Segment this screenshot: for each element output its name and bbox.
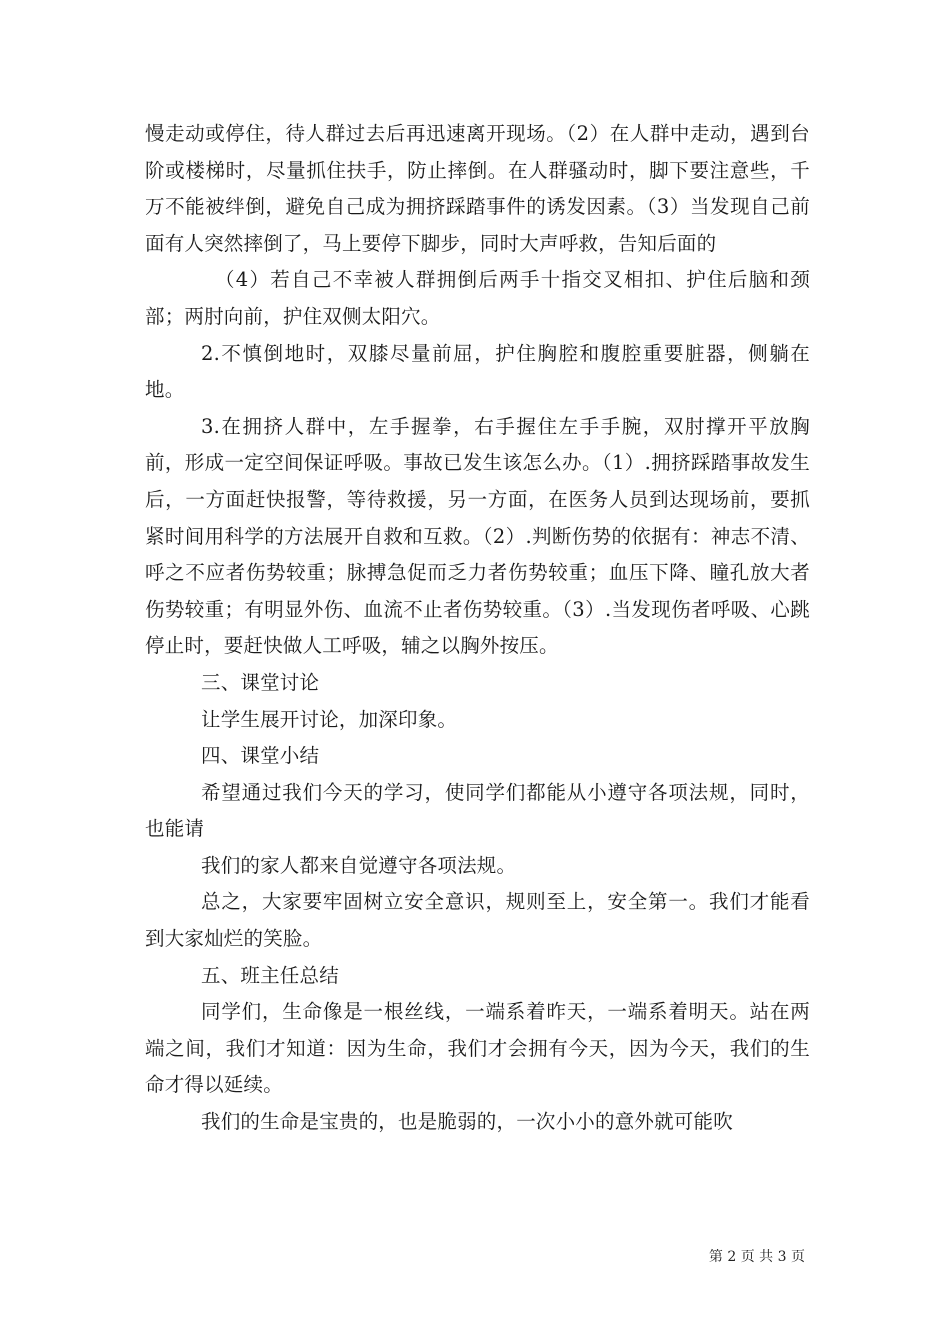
paragraph-breathing-space: 3.在拥挤人群中，左手握拳，右手握住左手手腕，双肘撑开平放胸前，形成一定空间保证呼吸。事故已发生该怎么办。（1）.拥挤踩踏事故发生后，一方面赶快报警，等待救援，另一方面，在医务人员到达现场前，要抓紧时间用科学的方法展开自救和互救。（2）.判断伤势的依据有：神志不清、呼之不应者伤势较重；脉搏急促而乏力者伤势较重；血压下降、瞳孔放大者伤势较重；有明显外伤、血流不止者伤势较重。（3）.当发现伤者呼吸、心跳停止时，要赶快做人工呼吸，辅之以胸外按压。 <box>145 414 810 658</box>
section-heading-teacher-summary: 五、班主任总结 <box>201 963 339 987</box>
section-heading-summary: 四、课堂小结 <box>201 744 320 768</box>
paragraph-life-thread: 同学们，生命像是一根丝线，一端系着昨天，一端系着明天。站在两端之间，我们才知道：因为生命，我们才会拥有今天，因为今天，我们的生命才得以延续。 <box>145 1000 810 1097</box>
paragraph-fall-position: 2.不慎倒地时，双膝尽量前屈，护住胸腔和腹腔重要脏器，侧躺在地。 <box>145 341 810 402</box>
paragraph-family: 我们的家人都来自觉遵守各项法规。 <box>201 853 517 877</box>
paragraph-crowd-walking: 慢走动或停住，待人群过去后再迅速离开现场。（2）在人群中走动，遇到台阶或楼梯时，尽量抓住扶手，防止摔倒。在人群骚动时，脚下要注意些，千万不能被绊倒，避免自己成为拥挤踩踏事件的诱发因素。（3）当发现自己前面有人突然摔倒了，马上要停下脚步，同时大声呼救，告知后面的 <box>145 122 810 255</box>
page-number: 第 2 页 共 3 页 <box>708 1249 805 1265</box>
paragraph-summary-hope: 希望通过我们今天的学习，使同学们都能从小遵守各项法规，同时，也能请 <box>145 780 810 841</box>
section-heading-discussion: 三、课堂讨论 <box>201 670 320 694</box>
paragraph-safety-first: 总之，大家要牢固树立安全意识，规则至上，安全第一。我们才能看到大家灿烂的笑脸。 <box>145 890 810 951</box>
paragraph-protect-head: （4）若自己不幸被人群拥倒后两手十指交叉相扣、护住后脑和颈部；两肘向前，护住双侧太阳穴。 <box>145 268 810 328</box>
paragraph-life-precious: 我们的生命是宝贵的，也是脆弱的，一次小小的意外就可能吹 <box>201 1110 733 1134</box>
document-body <box>145 116 810 1141</box>
paragraph-discussion: 让学生展开讨论，加深印象。 <box>201 707 458 731</box>
